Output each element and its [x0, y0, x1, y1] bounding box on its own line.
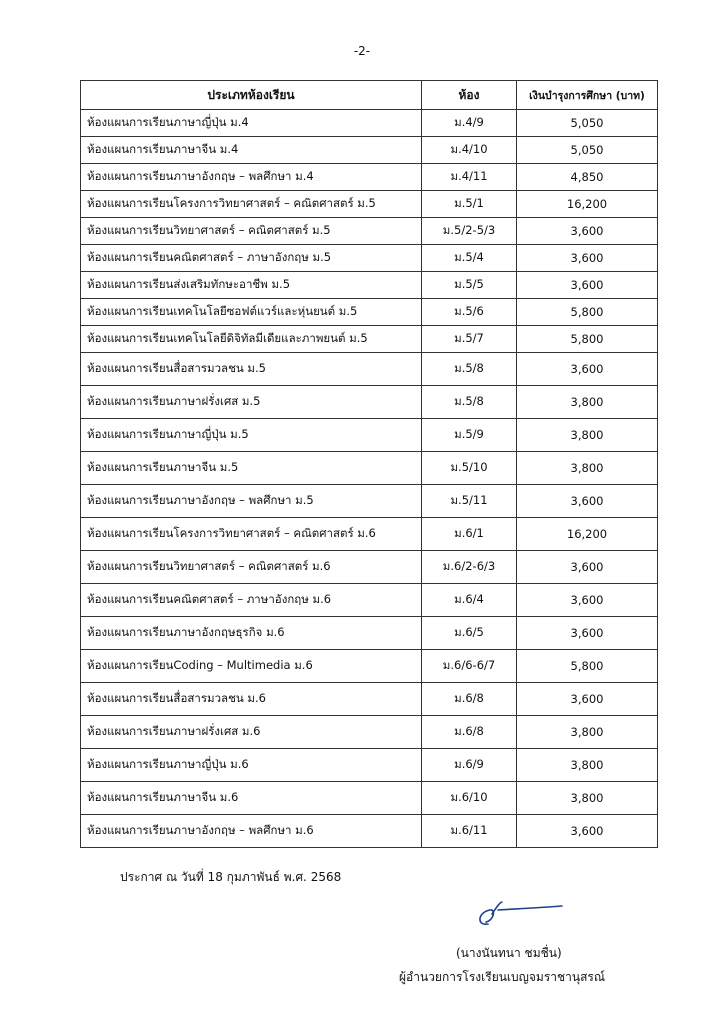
room-cell: ม.6/1	[422, 518, 517, 551]
room-cell: ม.4/10	[422, 137, 517, 164]
table-row	[81, 419, 658, 452]
fee-cell: 5,050	[517, 137, 658, 164]
room-type-cell: ห้องแผนการเรียนภาษาอังกฤษ – พลศึกษา ม.5	[81, 485, 422, 518]
tuition-fee-table	[80, 80, 658, 848]
table-row	[81, 299, 658, 326]
room-type-cell: ห้องแผนการเรียนภาษาอังกฤษธุรกิจ ม.6	[81, 617, 422, 650]
table-row	[81, 386, 658, 419]
table-row	[81, 518, 658, 551]
room-type-cell: ห้องแผนการเรียนภาษาจีน ม.6	[81, 782, 422, 815]
fee-cell: 3,600	[517, 272, 658, 299]
room-cell: ม.6/10	[422, 782, 517, 815]
room-type-cell: ห้องแผนการเรียนCoding – Multimedia ม.6	[81, 650, 422, 683]
table-row	[81, 485, 658, 518]
room-cell: ม.5/7	[422, 326, 517, 353]
fee-cell: 3,600	[517, 815, 658, 848]
room-cell: ม.5/8	[422, 353, 517, 386]
table-row	[81, 272, 658, 299]
room-type-cell: ห้องแผนการเรียนเทคโนโลยีดิจิทัลมีเดียและภาพยนต์ ม.5	[81, 326, 422, 353]
room-cell: ม.5/11	[422, 485, 517, 518]
table-row	[81, 617, 658, 650]
table-row	[81, 551, 658, 584]
page-number: -2-	[353, 44, 371, 58]
table-row	[81, 353, 658, 386]
room-cell: ม.6/11	[422, 815, 517, 848]
table-row	[81, 782, 658, 815]
fee-cell: 3,800	[517, 452, 658, 485]
room-type-cell: ห้องแผนการเรียนโครงการวิทยาศาสตร์ – คณิตศาสตร์ ม.5	[81, 191, 422, 218]
room-type-cell: ห้องแผนการเรียนสื่อสารมวลชน ม.5	[81, 353, 422, 386]
room-cell: ม.5/2-5/3	[422, 218, 517, 245]
room-type-cell: ห้องแผนการเรียนภาษาฝรั่งเศส ม.5	[81, 386, 422, 419]
fee-cell: 3,600	[517, 353, 658, 386]
table-row	[81, 218, 658, 245]
room-type-cell: ห้องแผนการเรียนภาษาญี่ปุ่น ม.4	[81, 110, 422, 137]
signature-image	[474, 900, 574, 930]
room-cell: ม.6/9	[422, 749, 517, 782]
room-cell: ม.6/5	[422, 617, 517, 650]
fee-cell: 3,600	[517, 617, 658, 650]
room-type-cell: ห้องแผนการเรียนคณิตศาสตร์ – ภาษาอังกฤษ ม.6	[81, 584, 422, 617]
signer-title: ผู้อำนวยการโรงเรียนเบญจมราชานุสรณ์	[399, 970, 605, 984]
table-header-row	[81, 81, 658, 110]
table-row	[81, 164, 658, 191]
room-cell: ม.4/11	[422, 164, 517, 191]
table-row	[81, 191, 658, 218]
fee-cell: 5,800	[517, 326, 658, 353]
room-type-cell: ห้องแผนการเรียนคณิตศาสตร์ – ภาษาอังกฤษ ม.5	[81, 245, 422, 272]
room-type-cell: ห้องแผนการเรียนวิทยาศาสตร์ – คณิตศาสตร์ ม.5	[81, 218, 422, 245]
fee-cell: 3,800	[517, 386, 658, 419]
room-cell: ม.6/8	[422, 716, 517, 749]
table-row	[81, 749, 658, 782]
room-cell: ม.6/6-6/7	[422, 650, 517, 683]
table-row	[81, 650, 658, 683]
room-type-cell: ห้องแผนการเรียนส่งเสริมทักษะอาชีพ ม.5	[81, 272, 422, 299]
room-type-cell: ห้องแผนการเรียนภาษาอังกฤษ – พลศึกษา ม.6	[81, 815, 422, 848]
table-body	[81, 110, 658, 848]
room-type-cell: ห้องแผนการเรียนเทคโนโลยีซอฟต์แวร์และหุ่นยนต์ ม.5	[81, 299, 422, 326]
room-type-cell: ห้องแผนการเรียนภาษาญี่ปุ่น ม.6	[81, 749, 422, 782]
room-type-cell: ห้องแผนการเรียนภาษาฝรั่งเศส ม.6	[81, 716, 422, 749]
room-cell: ม.5/4	[422, 245, 517, 272]
fee-cell: 16,200	[517, 518, 658, 551]
table-row	[81, 815, 658, 848]
room-cell: ม.6/2-6/3	[422, 551, 517, 584]
table-row	[81, 716, 658, 749]
room-cell: ม.6/4	[422, 584, 517, 617]
table-row	[81, 326, 658, 353]
table-row	[81, 110, 658, 137]
table-row	[81, 452, 658, 485]
header-room-type: ประเภทห้องเรียน	[81, 81, 422, 110]
fee-cell: 5,050	[517, 110, 658, 137]
fee-cell: 3,800	[517, 419, 658, 452]
header-room: ห้อง	[422, 81, 517, 110]
room-type-cell: ห้องแผนการเรียนโครงการวิทยาศาสตร์ – คณิตศาสตร์ ม.6	[81, 518, 422, 551]
fee-cell: 3,600	[517, 485, 658, 518]
fee-cell: 3,600	[517, 584, 658, 617]
room-type-cell: ห้องแผนการเรียนภาษาอังกฤษ – พลศึกษา ม.4	[81, 164, 422, 191]
fee-cell: 3,600	[517, 551, 658, 584]
room-type-cell: ห้องแผนการเรียนวิทยาศาสตร์ – คณิตศาสตร์ ม.6	[81, 551, 422, 584]
fee-cell: 3,600	[517, 218, 658, 245]
table-row	[81, 584, 658, 617]
room-cell: ม.5/9	[422, 419, 517, 452]
room-type-cell: ห้องแผนการเรียนภาษาจีน ม.5	[81, 452, 422, 485]
table-row	[81, 245, 658, 272]
signer-name: (นางนันทนา ชมชื่น)	[456, 946, 562, 960]
fee-cell: 5,800	[517, 650, 658, 683]
fee-cell: 3,800	[517, 749, 658, 782]
header-fee: เงินบำรุงการศึกษา (บาท)	[517, 81, 658, 110]
fee-cell: 16,200	[517, 191, 658, 218]
room-cell: ม.5/1	[422, 191, 517, 218]
fee-cell: 3,800	[517, 782, 658, 815]
room-cell: ม.5/10	[422, 452, 517, 485]
fee-cell: 5,800	[517, 299, 658, 326]
room-cell: ม.4/9	[422, 110, 517, 137]
table-row	[81, 683, 658, 716]
room-type-cell: ห้องแผนการเรียนสื่อสารมวลชน ม.6	[81, 683, 422, 716]
fee-cell: 3,600	[517, 683, 658, 716]
fee-cell: 4,850	[517, 164, 658, 191]
room-type-cell: ห้องแผนการเรียนภาษาญี่ปุ่น ม.5	[81, 419, 422, 452]
room-type-cell: ห้องแผนการเรียนภาษาจีน ม.4	[81, 137, 422, 164]
table-row	[81, 137, 658, 164]
fee-cell: 3,600	[517, 245, 658, 272]
fee-cell: 3,800	[517, 716, 658, 749]
room-cell: ม.5/6	[422, 299, 517, 326]
room-cell: ม.6/8	[422, 683, 517, 716]
room-cell: ม.5/5	[422, 272, 517, 299]
room-cell: ม.5/8	[422, 386, 517, 419]
announcement-date: ประกาศ ณ วันที่ 18 กุมภาพันธ์ พ.ศ. 2568	[120, 870, 342, 884]
